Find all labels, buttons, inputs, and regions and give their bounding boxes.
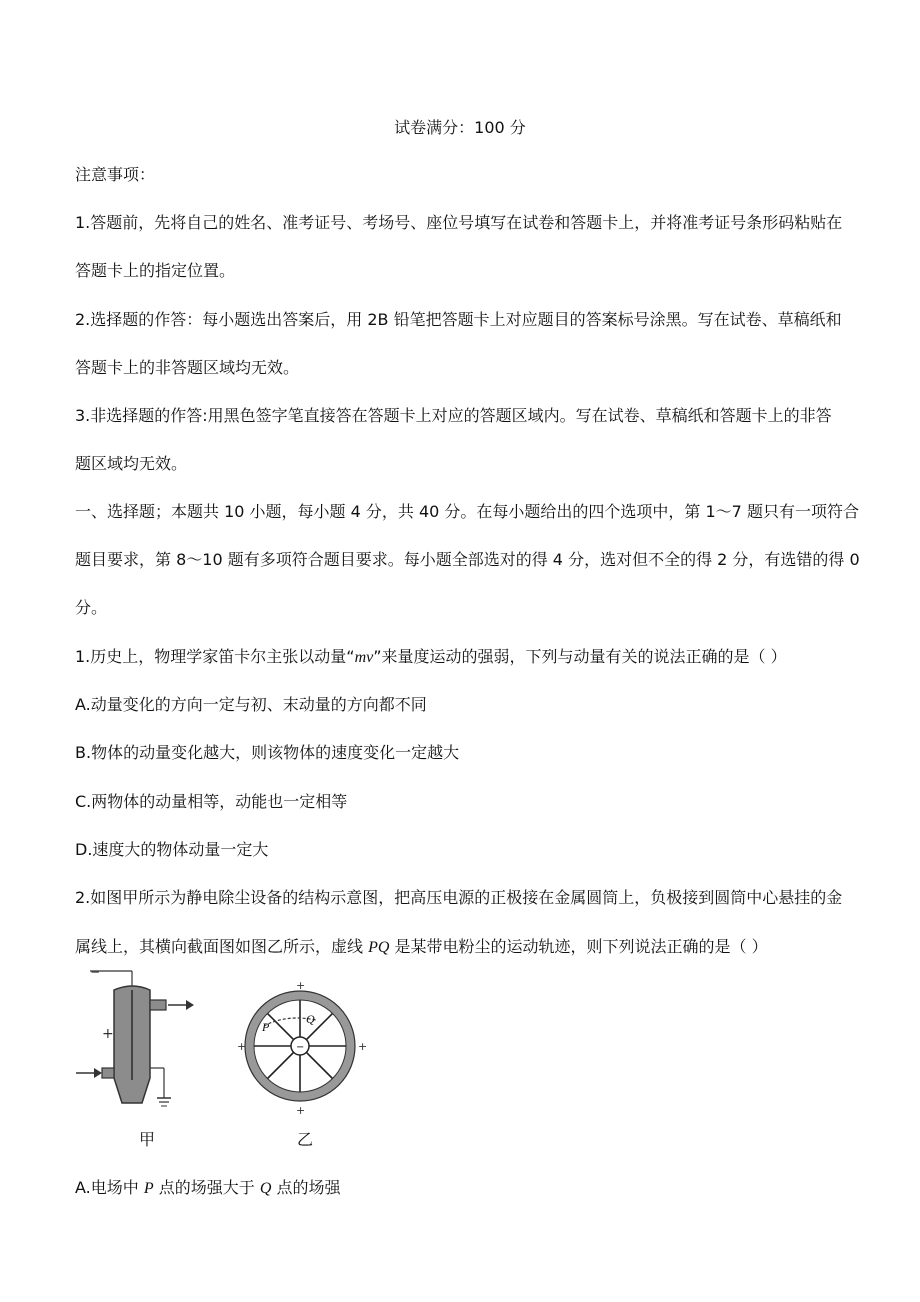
figure-jia-precipitator — [72, 968, 202, 1118]
note-2-line-2: 答题卡上的非答题区域均无效。 — [75, 358, 300, 377]
yi-plus-right: + — [358, 1040, 368, 1053]
q2-opt-a-math-q: Q — [259, 1180, 272, 1197]
note-1-line-2: 答题卡上的指定位置。 — [75, 261, 236, 280]
note-3-line-1: 3.非选择题的作答:用黑色签字笔直接答在答题卡上对应的答题区域内。写在试卷、草稿纸和答题卡上的非答 — [75, 406, 832, 425]
question-2-option-a — [75, 1178, 340, 1199]
question-1-option-d: D.速度大的物体动量一定大 — [75, 840, 269, 859]
figure-yi-cross-section — [236, 980, 372, 1116]
question-1-option-c: C.两物体的动量相等，动能也一定相等 — [75, 792, 348, 811]
q2-stem-math: PQ — [368, 939, 390, 956]
note-2-line-1: 2.选择题的作答：每小题选出答案后，用 2B 铅笔把答题卡上对应题目的答案标号涂黑。写在试卷、草稿纸和 — [75, 310, 842, 329]
section-1-line-1: 一、选择题；本题共 10 小题，每小题 4 分，共 40 分。在每小题给出的四个选项中，第 1～7 题只有一项符合 — [75, 502, 859, 521]
notes-title: 注意事项： — [75, 165, 156, 184]
q2-stem-pre: 属线上，其横向截面图如图乙所示，虚线 — [75, 937, 369, 956]
q2-opt-a-math-p: P — [143, 1180, 154, 1197]
full-score: 试卷满分：100 分 — [394, 118, 526, 137]
yi-center-minus: − — [296, 1042, 305, 1053]
q1-stem-post: ”来量度运动的强弱，下列与动量有关的说法正确的是（ ） — [373, 647, 787, 666]
yi-plus-top: + — [296, 980, 306, 992]
figure-yi-caption: 乙 — [297, 1130, 314, 1149]
jia-plus-sign: + — [102, 1026, 114, 1042]
question-1-option-b: B.物体的动量变化越大，则该物体的速度变化一定越大 — [75, 743, 460, 762]
yi-plus-bottom: + — [296, 1104, 306, 1116]
question-2-stem-line-2 — [75, 937, 768, 958]
jia-minus-sign: − — [90, 968, 101, 979]
question-1-option-a: A.动量变化的方向一定与初、末动量的方向都不同 — [75, 695, 427, 714]
question-2-stem-line-1: 2.如图甲所示为静电除尘设备的结构示意图，把高压电源的正极接在金属圆筒上，负极接到圆筒中心悬挂的金 — [75, 888, 843, 907]
yi-plus-left: + — [237, 1040, 247, 1053]
note-1-line-1: 1.答题前，先将自己的姓名、准考证号、考场号、座位号填写在试卷和答题卡上，并将准考证号条形码粘贴在 — [75, 213, 843, 232]
q1-stem-pre: 1.历史上，物理学家笛卡尔主张以动量“ — [75, 647, 355, 666]
figure-jia-caption: 甲 — [139, 1130, 156, 1149]
q1-stem-math: mv — [354, 649, 374, 666]
note-3-line-2: 题区域均无效。 — [75, 454, 188, 473]
yi-label-q: Q — [306, 1012, 315, 1026]
q2-opt-a-mid: 点的场强大于 — [153, 1178, 260, 1197]
q2-opt-a-post: 点的场强 — [271, 1178, 341, 1197]
question-1-stem — [75, 647, 787, 668]
q2-stem-post: 是某带电粉尘的运动轨迹，则下列说法正确的是（ ） — [389, 937, 768, 956]
section-1-line-3: 分。 — [75, 598, 108, 617]
section-1-line-2: 题目要求，第 8～10 题有多项符合题目要求。每小题全部选对的得 4 分，选对但不全的得 2 分，有选错的得 0 — [75, 550, 860, 569]
yi-label-p: P — [262, 1020, 270, 1034]
q2-opt-a-pre: A.电场中 — [75, 1178, 144, 1197]
